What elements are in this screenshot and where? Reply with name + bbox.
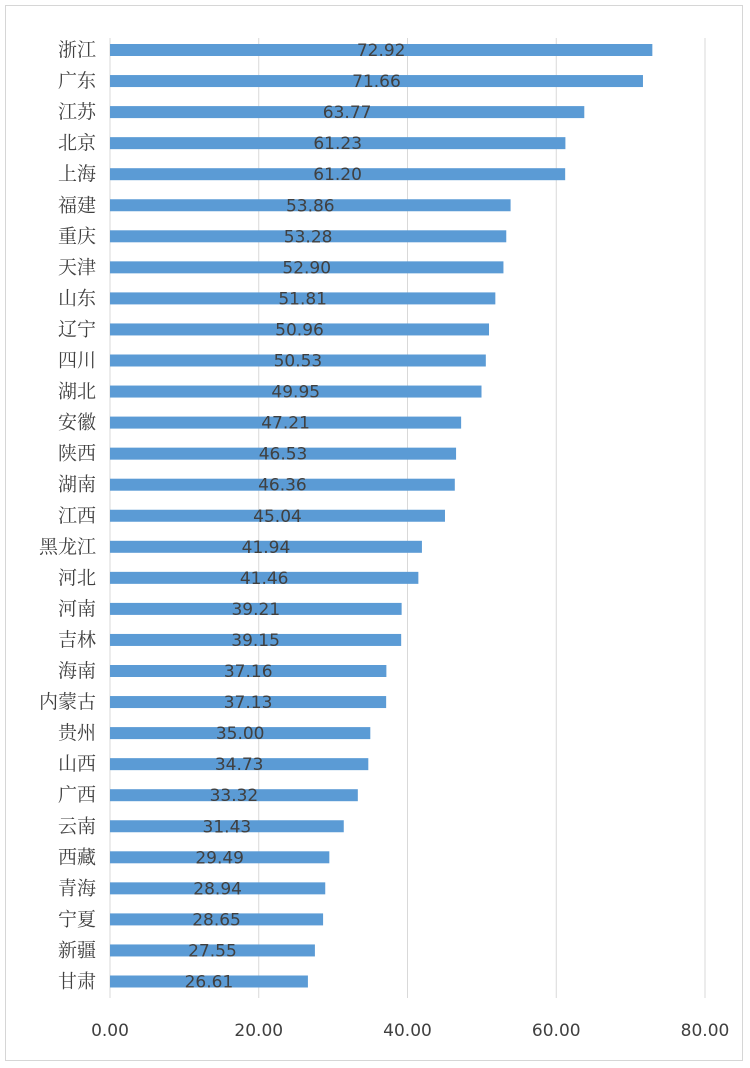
data-label: 61.20 [313,165,362,186]
category-label: 内蒙古 [38,691,96,714]
category-label: 江苏 [57,101,96,124]
x-tick-label: 60.00 [531,1021,581,1041]
x-tick-label: 80.00 [680,1021,730,1041]
data-label: 39.21 [231,599,281,620]
category-labels [39,39,97,993]
category-label: 贵州 [57,722,96,745]
data-label: 37.16 [223,662,273,682]
data-label: 46.53 [258,444,308,465]
category-label: 安徽 [57,411,96,434]
data-label: 50.96 [275,320,324,341]
category-label: 湖北 [57,380,96,403]
category-label: 天津 [57,256,96,279]
category-label: 山西 [57,753,96,776]
data-label: 47.21 [261,413,310,434]
category-label: 广东 [57,70,96,93]
data-label: 61.23 [313,134,363,155]
category-label: 青海 [57,877,96,900]
category-label: 广西 [57,784,96,807]
category-label: 四川 [57,349,96,372]
category-label: 新疆 [57,939,96,962]
category-label: 河北 [57,566,96,589]
category-label: 海南 [57,660,96,682]
category-label: 辽宁 [57,318,96,341]
category-label: 陕西 [57,442,96,465]
data-label: 49.95 [271,382,321,403]
x-tick-label: 20.00 [234,1021,284,1041]
data-label: 63.77 [322,103,372,124]
data-label: 41.94 [241,537,291,558]
category-label: 上海 [57,163,96,186]
category-label: 甘肃 [57,970,96,993]
category-label: 河南 [57,597,96,620]
data-label: 35.00 [215,724,265,745]
data-label: 50.53 [273,351,323,372]
data-label: 29.49 [195,848,245,869]
data-label: 53.86 [285,196,335,217]
data-label: 37.13 [223,693,273,714]
category-label: 江西 [57,504,96,527]
category-label: 黑龙江 [38,535,96,558]
data-label: 26.61 [184,972,234,993]
category-label: 浙江 [57,39,96,61]
data-label: 28.94 [193,879,242,900]
category-label: 山东 [57,287,96,310]
data-label: 31.43 [202,817,252,838]
data-label: 46.36 [258,475,307,496]
data-label: 45.04 [253,506,302,527]
data-label: 51.81 [278,289,328,310]
data-label: 71.66 [352,72,401,93]
category-label: 北京 [57,132,96,155]
category-label: 吉林 [57,628,96,651]
x-tick-label: 40.00 [383,1021,432,1041]
data-label: 41.46 [239,568,289,589]
bars [110,44,652,988]
category-label: 重庆 [57,225,96,248]
data-label: 33.32 [209,786,259,807]
data-label: 53.28 [283,227,333,248]
x-axis-ticks [91,1021,729,1041]
category-label: 湖南 [57,473,96,496]
data-label: 72.92 [356,41,406,61]
category-label: 宁夏 [57,908,96,931]
x-tick-label: 0.00 [91,1021,129,1041]
data-label: 52.90 [282,258,332,279]
category-label: 西藏 [57,846,96,869]
data-label: 28.65 [192,910,241,931]
data-label: 39.15 [231,630,280,651]
category-label: 云南 [57,815,96,838]
data-label: 27.55 [188,941,237,962]
data-label: 34.73 [214,755,264,776]
category-label: 福建 [57,194,96,217]
